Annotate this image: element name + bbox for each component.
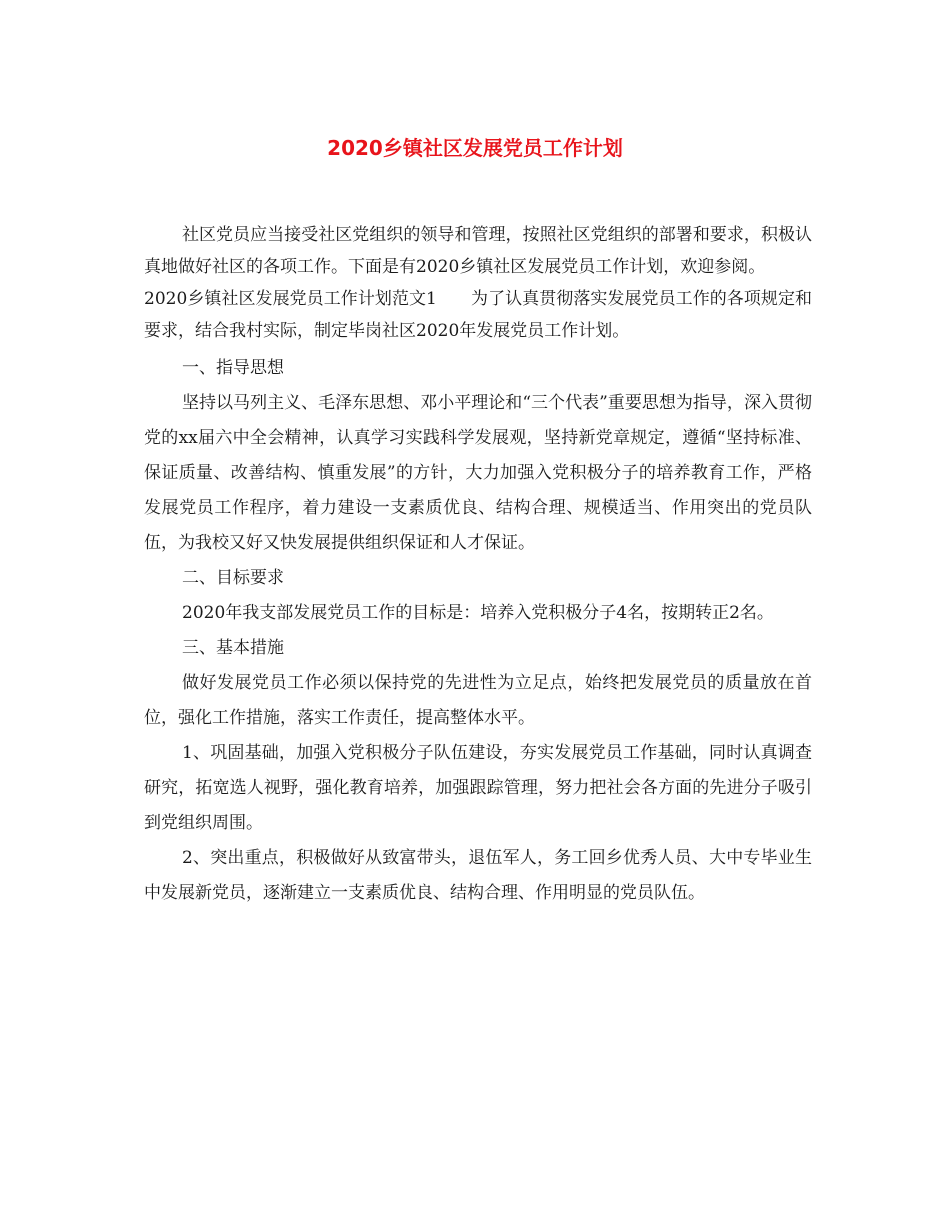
sample-intro-paragraph: 2020乡镇社区发展党员工作计划范文1 为了认真贯彻落实发展党员工作的各项规定和要求，结合我村实际，制定毕岗社区2020年发展党员工作计划。 — [144, 289, 812, 341]
goals-paragraph: 2020年我支部发展党员工作的目标是：培养入党积极分子4名，按期转正2名。 — [182, 603, 774, 623]
measure-item-2: 2、突出重点，积极做好从致富带头，退伍军人，务工回乡优秀人员、大中专毕业生中发展新党员，逐渐建立一支素质优良、结构合理、作用明显的党员队伍。 — [144, 848, 812, 903]
section-heading-goals: 二、目标要求 — [182, 568, 284, 588]
measure-item-1: 1、巩固基础，加强入党积极分子队伍建设，夯实发展党员工作基础，同时认真调查研究，拓宽选人视野，强化教育培养，加强跟踪管理，努力把社会各方面的先进分子吸引到党组织周围。 — [144, 743, 812, 833]
measures-paragraph: 做好发展党员工作必须以保持党的先进性为立足点，始终把发展党员的质量放在首位，强化工作措施，落实工作责任，提高整体水平。 — [144, 673, 812, 728]
section-heading-measures: 三、基本措施 — [182, 638, 284, 658]
section-heading-guiding-thought: 一、指导思想 — [182, 358, 284, 378]
document-body — [144, 219, 812, 911]
intro-paragraph: 社区党员应当接受社区党组织的领导和管理，按照社区党组织的部署和要求，积极认真地做好社区的各项工作。下面是有2020乡镇社区发展党员工作计划，欢迎参阅。 — [144, 225, 812, 277]
guiding-thought-paragraph: 坚持以马列主义、毛泽东思想、邓小平理论和“三个代表”重要思想为指导，深入贯彻党的xx届六中全会精神，认真学习实践科学发展观，坚持新党章规定，遵循“坚持标准、保证质量、改善结构、慎重发展”的方针，大力加强入党积极分子的培养教育工作，严格发展党员工作程序，着力建设一支素质优良、结构合理、规模适当、作用突出的党员队伍，为我校又好又快发展提供组织保证和人才保证。 — [144, 393, 812, 553]
document-title: 2020乡镇社区发展党员工作计划 — [327, 136, 623, 160]
